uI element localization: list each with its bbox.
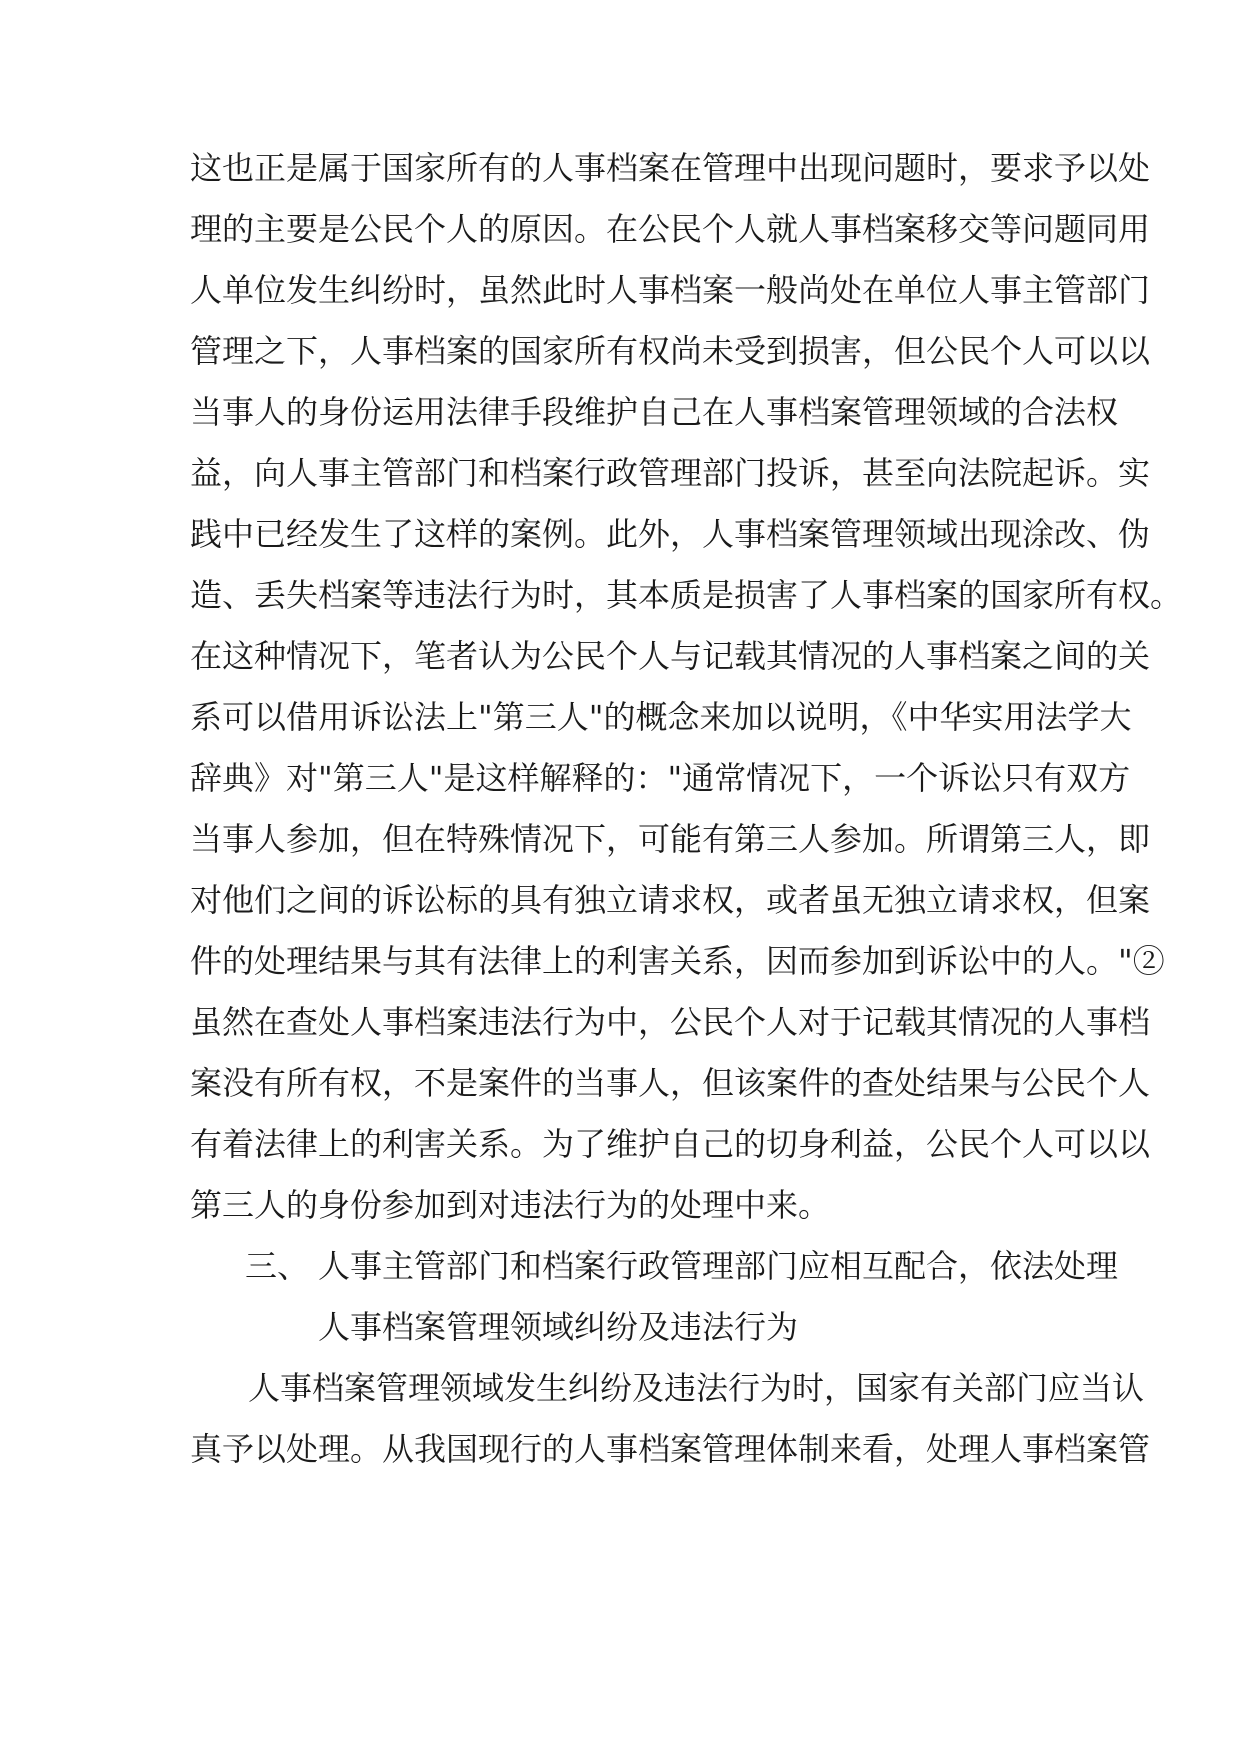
- paragraph-line: 案没有所有权，不是案件的当事人，但该案件的查处结果与公民个人: [190, 1064, 1151, 1102]
- paragraph-line: 有着法律上的利害关系。为了维护自己的切身利益，公民个人可以以: [190, 1125, 1151, 1163]
- paragraph-line: 当事人的身份运用法律手段维护自己在人事档案管理领域的合法权: [190, 393, 1119, 431]
- paragraph-first-line: 人事档案管理领域发生纠纷及违法行为时，国家有关部门应当认: [248, 1369, 1145, 1407]
- paragraph-line: 理的主要是公民个人的原因。在公民个人就人事档案移交等问题同用: [190, 210, 1151, 248]
- paragraph-line: 益，向人事主管部门和档案行政管理部门投诉，甚至向法院起诉。实: [190, 454, 1151, 492]
- paragraph-line: 当事人参加，但在特殊情况下，可能有第三人参加。所谓第三人，即: [190, 820, 1151, 858]
- section-heading-line-2: 人事档案管理领域纠纷及违法行为: [318, 1308, 799, 1346]
- paragraph-line: 辞典》对"第三人"是这样解释的："通常情况下，一个诉讼只有双方: [190, 759, 1131, 797]
- section-number: 三、: [245, 1247, 310, 1285]
- paragraph-line: 对他们之间的诉讼标的具有独立请求权，或者虽无独立请求权，但案: [190, 881, 1151, 919]
- paragraph-line: 管理之下，人事档案的国家所有权尚未受到损害，但公民个人可以以: [190, 332, 1151, 370]
- paragraph-line: 人单位发生纠纷时，虽然此时人事档案一般尚处在单位人事主管部门: [190, 271, 1151, 309]
- paragraph-line: 虽然在查处人事档案违法行为中，公民个人对于记载其情况的人事档: [190, 1003, 1151, 1041]
- paragraph-line: 件的处理结果与其有法律上的利害关系，因而参加到诉讼中的人。"②: [190, 942, 1165, 980]
- paragraph-line: 在这种情况下，笔者认为公民个人与记载其情况的人事档案之间的关: [190, 637, 1151, 675]
- paragraph-line: 践中已经发生了这样的案例。此外，人事档案管理领域出现涂改、伪: [190, 515, 1151, 553]
- paragraph-line: 造、丢失档案等违法行为时，其本质是损害了人事档案的国家所有权。: [190, 576, 1183, 614]
- paragraph-line: 真予以处理。从我国现行的人事档案管理体制来看，处理人事档案管: [190, 1430, 1151, 1468]
- section-heading-line-1: 人事主管部门和档案行政管理部门应相互配合，依法处理: [318, 1247, 1119, 1285]
- paragraph-line: 这也正是属于国家所有的人事档案在管理中出现问题时，要求予以处: [190, 149, 1151, 187]
- paragraph-line-last: 第三人的身份参加到对违法行为的处理中来。: [190, 1186, 831, 1224]
- paragraph-line: 系可以借用诉讼法上"第三人"的概念来加以说明，《中华实用法学大: [190, 698, 1132, 736]
